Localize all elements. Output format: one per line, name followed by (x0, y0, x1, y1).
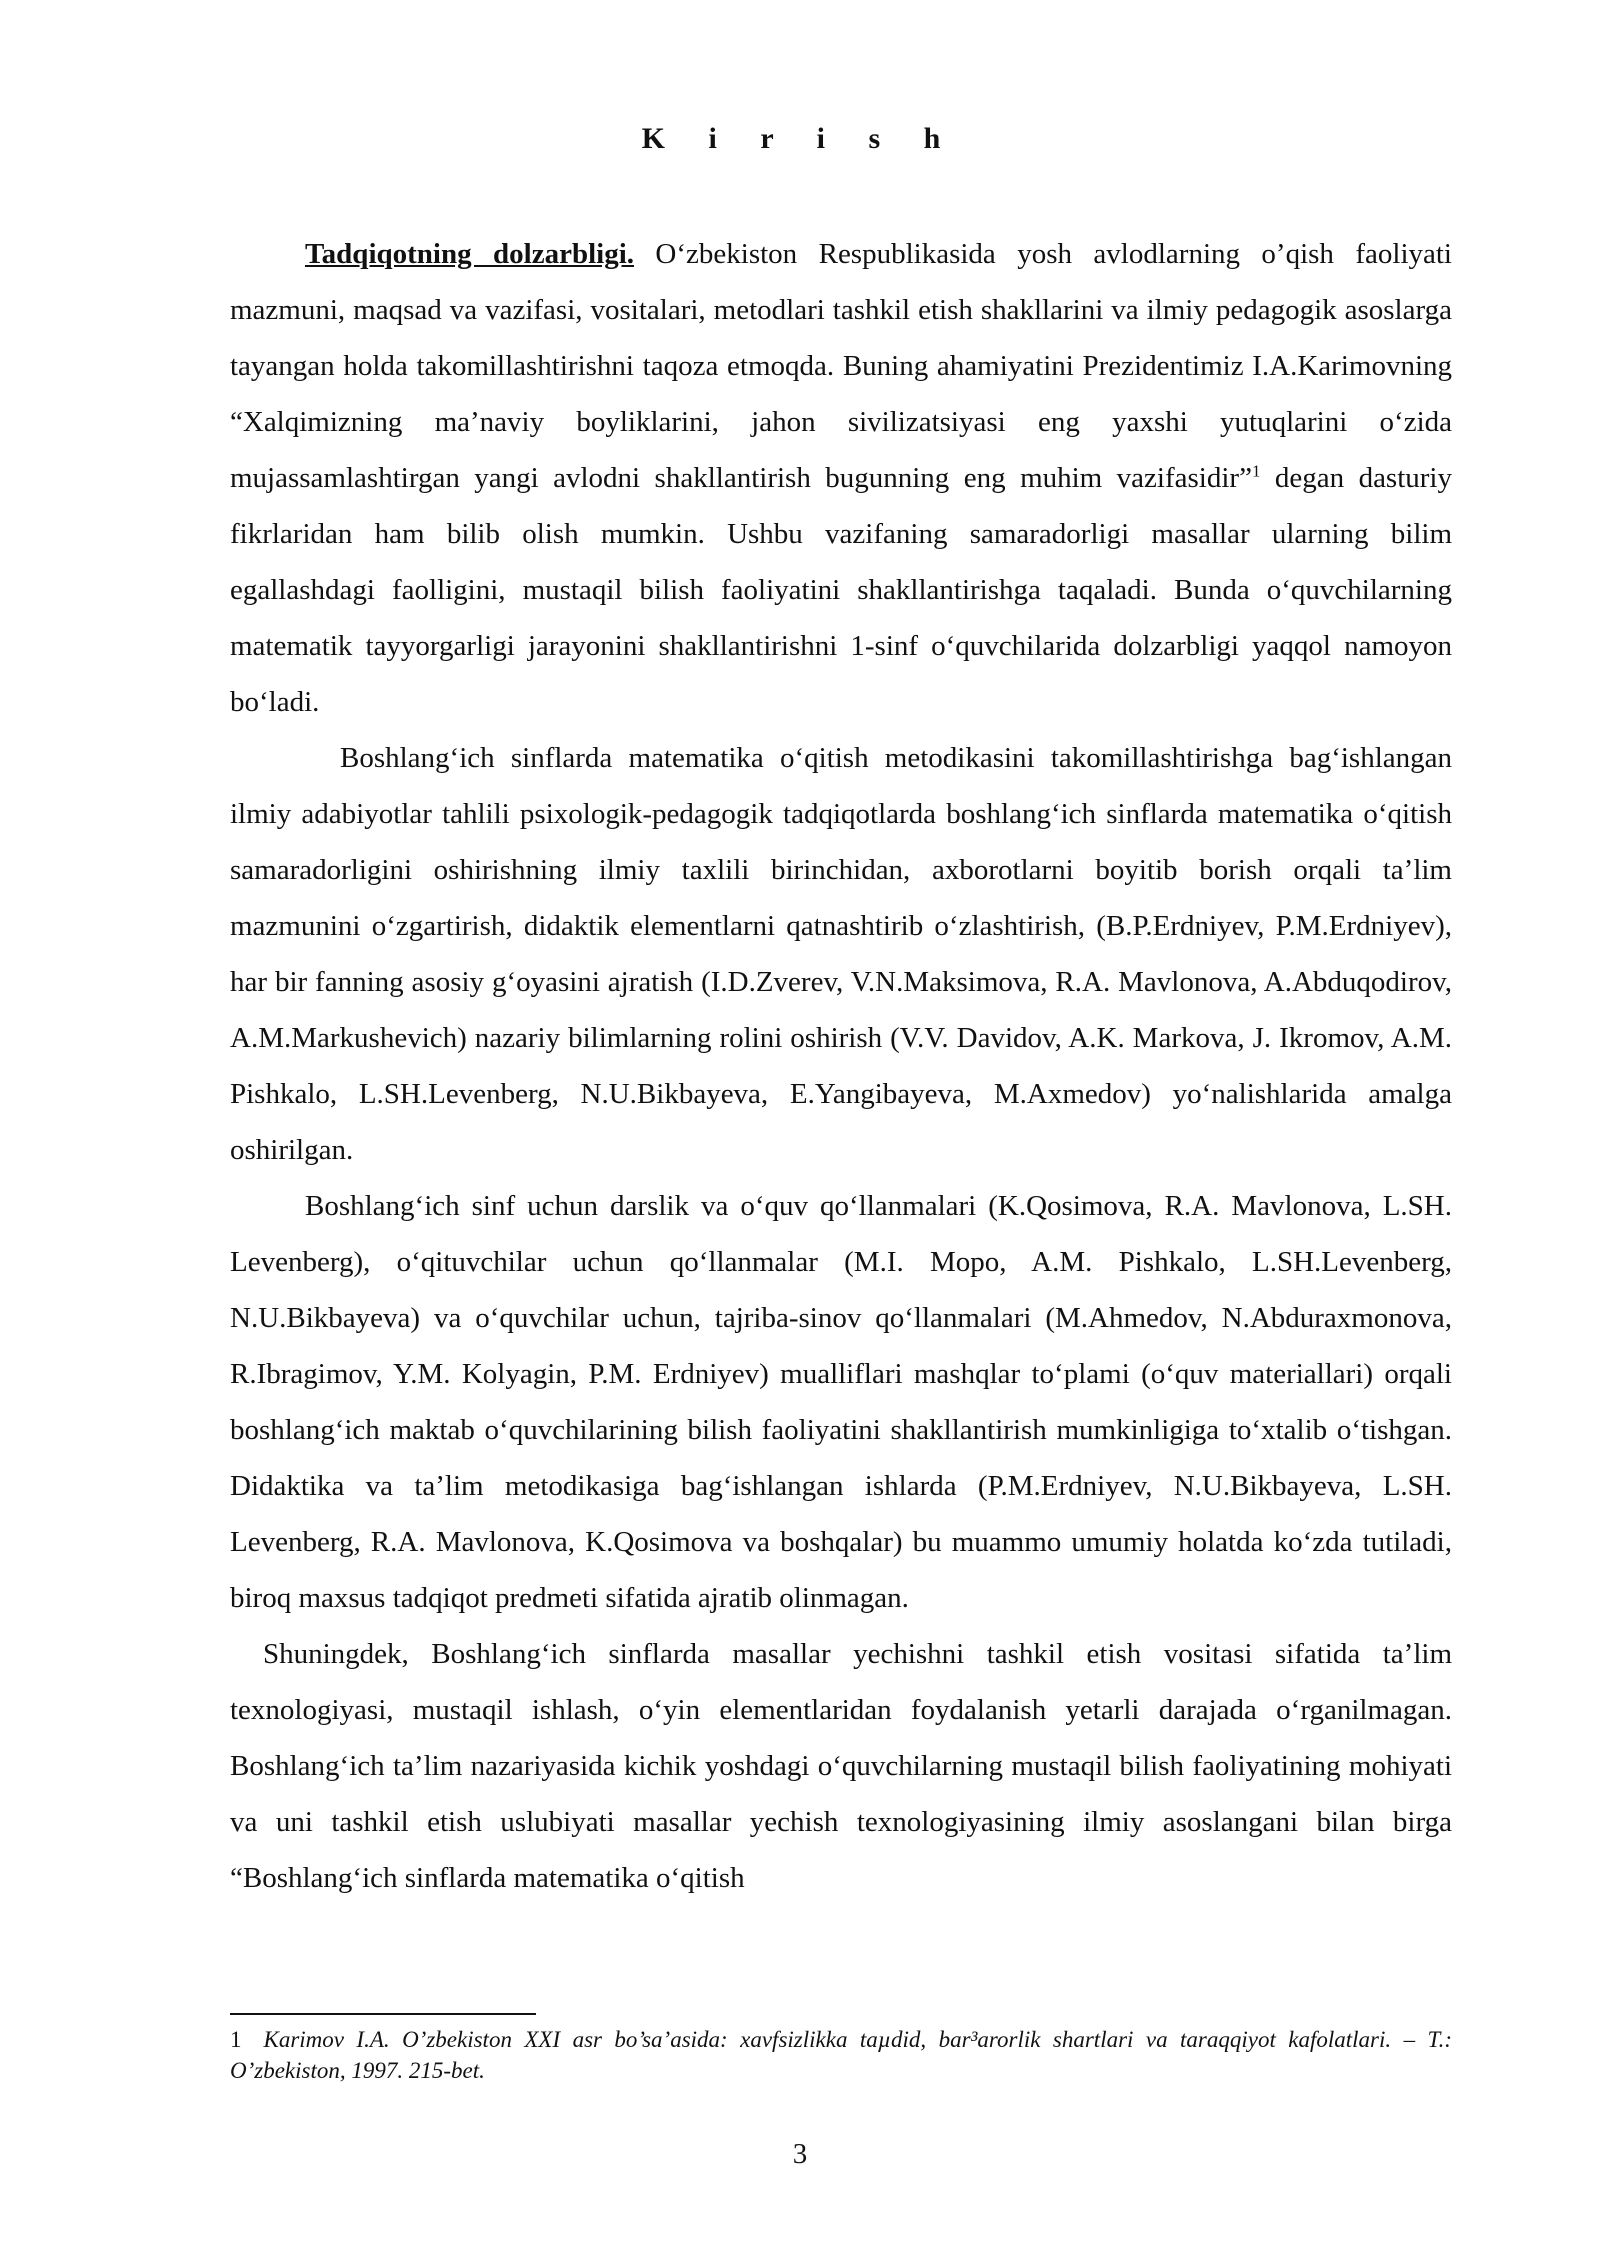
page-number: 3 (792, 2138, 808, 2170)
footnote-number: 1 (230, 2027, 242, 2052)
paragraph-relevance (230, 226, 1452, 730)
page-title: K i r i s h (641, 122, 959, 155)
footnote (230, 2024, 1452, 2086)
paragraph-text: O‘zbekiston Respublikasida yosh avlodlarning o’qish faoliyati mazmuni, maqsad va vazifasi, vositalari, metodlari tashkil etish shakllarini va ilmiy pedagogik asoslarga tayangan holda takomillashtirishni taqoza etmoqda. Buning ahamiyatini Prezidentimiz I.A.Karimovning “Xalqimizning ma’naviy boyliklarini, jahon sivilizatsiyasi eng yaxshi yutuqlarini o‘zida mujassamlashtirgan yangi avlodni shakllantirish bugunning eng muhim vazifasidir” (230, 238, 1452, 494)
footnote-text: Karimov I.A. O’zbekiston XXI asr bo’sa’asida: xavfsizlikka taµdid, bar³arorlik shartlari va taraqqiyot kafolatlari. – T.: O’zbekiston, 1997. 215-bet. (230, 2027, 1452, 2083)
section-lead-heading: Tadqiqotning dolzarbligi. (305, 238, 634, 270)
paragraph-text: degan dasturiy fikrlaridan ham bilib olish mumkin. Ushbu vazifaning samaradorligi masallar ularning bilim egallashdagi faolligini, mustaqil bilish faoliyatini shakllantirishga taqaladi. Bunda o‘quvchilarning matematik tayyorgarligi jarayonini shakllantirishni 1-sinf o‘quvchilarida dolzarbligi yaqqol namoyon bo‘ladi. (230, 462, 1452, 718)
footnote-reference: 1 (1251, 461, 1261, 481)
paragraph-literature-review: Boshlang‘ich sinflarda matematika o‘qitish metodikasini takomillashtirishga bag‘ishlangan ilmiy adabiyotlar tahlili psixologik-pedagogik tadqiqotlarda boshlang‘ich sinflarda matematika o‘qitish samaradorligini oshirishning ilmiy taxlili birinchidan, axborotlarni boyitib borish orqali ta’lim mazmunini o‘zgartirish, didaktik elementlarni qatnashtirib o‘zlashtirish, (B.P.Erdniyev, P.M.Erdniyev), har bir fanning asosiy g‘oyasini ajratish (I.D.Zverev, V.N.Maksimova, R.A. Mavlonova, A.Abduqodirov, A.M.Markushevich) nazariy bilimlarning rolini oshirish (V.V. Davidov, A.K. Markova, J. Ikromov, A.M. Pishkalo, L.SH.Levenberg, N.U.Bikbayeva, E.Yangibayeva, M.Axmedov) yo‘nalishlarida amalga oshirilgan. (230, 742, 1452, 1166)
paragraph-gaps: Shuningdek, Boshlang‘ich sinflarda masallar yechishni tashkil etish vositasi sifatida ta’lim texnologiyasi, mustaqil ishlash, o‘yin elementlaridan foydalanish yetarli darajada o‘rganilmagan. Boshlang‘ich ta’lim nazariyasida kichik yoshdagi o‘quvchilarning mustaqil bilish faoliyatining mohiyati va uni tashkil etish uslubiyati masallar yechish texnologiyasining ilmiy asoslangani bilan birga “Boshlang‘ich sinflarda matematika o‘qitish (230, 1638, 1452, 1894)
paragraph-textbooks: Boshlang‘ich sinf uchun darslik va o‘quv qo‘llanmalari (K.Qosimova, R.A. Mavlonova, L.SH. Levenberg), o‘qituvchilar uchun qo‘llanmalar (M.I. Mopo, A.M. Pishkalo, L.SH.Levenberg, N.U.Bikbayeva) va o‘quvchilar uchun, tajriba-sinov qo‘llanmalari (M.Ahmedov, N.Abduraxmonova, R.Ibragimov, Y.M. Kolyagin, P.M. Erdniyev) mualliflari mashqlar to‘plami (o‘quv materiallari) orqali boshlang‘ich maktab o‘quvchilarining bilish faoliyatini shakllantirish mumkinligiga to‘xtalib o‘tishgan. Didaktika va ta’lim metodikasiga bag‘ishlangan ishlarda (P.M.Erdniyev, N.U.Bikbayeva, L.SH. Levenberg, R.A. Mavlonova, K.Qosimova va boshqalar) bu muammo umumiy holatda ko‘zda tutiladi, biroq maxsus tadqiqot predmeti sifatida ajratib olinmagan. (230, 1190, 1452, 1614)
body-text (230, 226, 1452, 1906)
footnote-separator (230, 2013, 536, 2015)
